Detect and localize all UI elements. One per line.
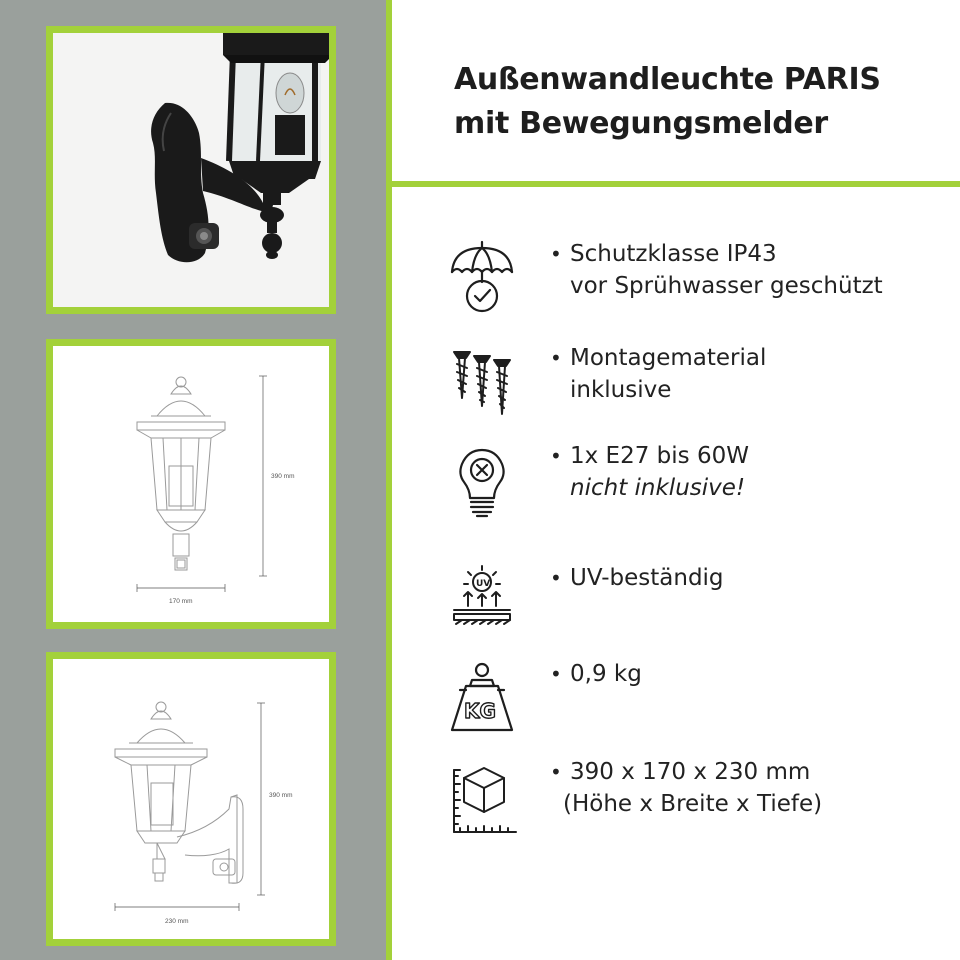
svg-text:KG: KG [464, 699, 496, 723]
side-dimension-drawing [46, 652, 336, 946]
side-depth-label: 230 mm [165, 918, 189, 925]
uv-resistant-icon [440, 562, 524, 646]
product-photo-panel [46, 26, 336, 314]
umbrella-check-icon [440, 238, 524, 322]
weight-kg-icon [440, 658, 524, 742]
side-height-label: 390 mm [269, 792, 293, 799]
horizontal-accent-divider [392, 181, 960, 187]
product-title-line-2: mit Bewegungsmelder [454, 106, 828, 141]
product-photo-lamp [53, 33, 329, 307]
feature-dimensions [440, 756, 940, 846]
feature-1-title: • Schutzklasse IP43 [550, 238, 950, 270]
feature-5-title: • 0,9 kg [550, 658, 950, 690]
front-height-label: 390 mm [271, 473, 295, 480]
dimensions-cube-icon [440, 756, 524, 840]
feature-bulb [440, 440, 940, 530]
feature-6-title: • 390 x 170 x 230 mm [550, 756, 950, 788]
feature-2-subtitle: inklusive [570, 377, 672, 403]
front-width-label: 170 mm [169, 598, 193, 605]
feature-6-subtitle: (Höhe x Breite x Tiefe) [563, 791, 823, 817]
svg-text:UV: UV [476, 579, 491, 589]
feature-1-subtitle: vor Sprühwasser geschützt [570, 273, 883, 299]
screws-icon [440, 342, 524, 426]
front-dimension-drawing [46, 339, 336, 629]
light-bulb-x-icon [440, 440, 524, 524]
product-title [454, 58, 934, 146]
feature-protection-class [440, 238, 940, 328]
feature-weight [440, 658, 940, 748]
feature-mounting-material [440, 342, 940, 432]
vertical-accent-divider [386, 0, 392, 960]
feature-3-title: • 1x E27 bis 60W [550, 440, 950, 472]
feature-2-title: • Montagematerial [550, 342, 950, 374]
product-title-line-1: Außenwandleuchte PARIS [454, 62, 881, 97]
feature-4-title: • UV-beständig [550, 562, 950, 594]
feature-uv [440, 562, 940, 652]
feature-3-subtitle: nicht inklusive! [570, 475, 746, 501]
